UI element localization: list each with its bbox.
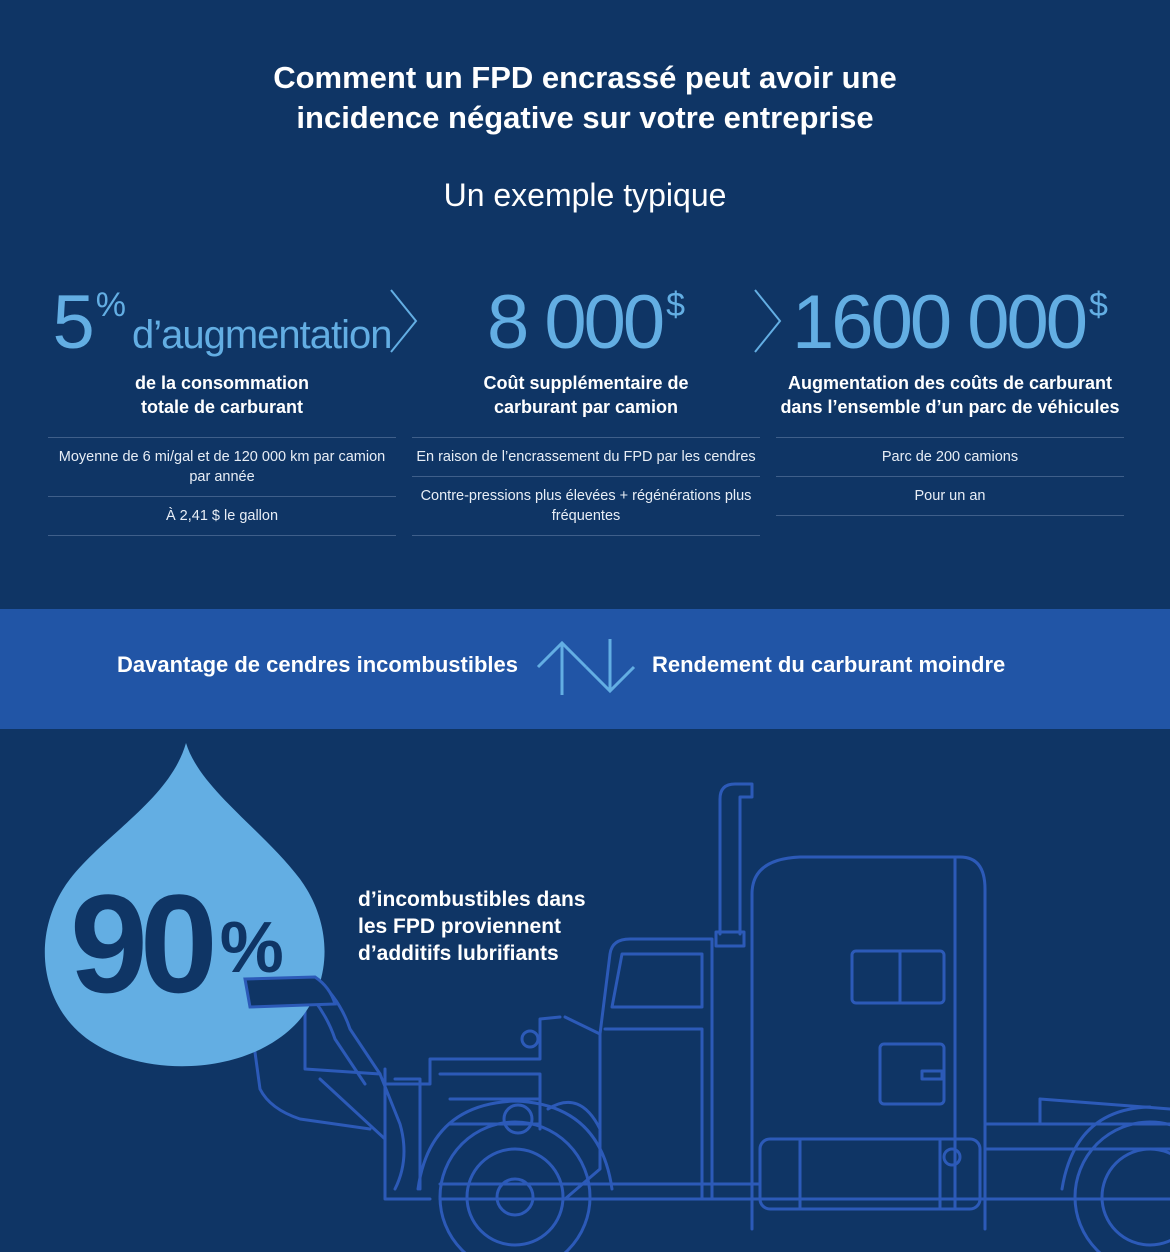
stat-label-line-1: Augmentation des coûts de carburant (787, 373, 1113, 393)
stat-unit: % (95, 286, 126, 324)
title-line-2: incidence négative sur votre entreprise (296, 100, 874, 135)
stat-label (776, 365, 1124, 437)
stat-value: 8 000 (486, 280, 663, 365)
stat-value: 1600 000 (792, 280, 1086, 365)
page-subtitle: Un exemple typique (443, 177, 727, 213)
stat-detail-row: À 2,41 $ le gallon (48, 496, 396, 536)
title-line-1: Comment un FPD encrassé peut avoir une (273, 60, 897, 95)
stat-cost-per-truck (412, 280, 760, 536)
desc-line-1: d’incombustibles dans (358, 888, 586, 911)
stat-detail-row: Contre-pressions plus élevées + régénérations plus fréquentes (412, 476, 760, 536)
stat-unit: $ (666, 286, 686, 324)
stat-fuel-increase (48, 280, 396, 536)
stat-label-line-2: carburant par camion (493, 397, 679, 417)
stat-word: d’augmentation (131, 313, 392, 357)
stat-big-value (48, 280, 396, 365)
stat-big-value (412, 280, 760, 365)
stat-label (48, 365, 396, 437)
stat-label-line-2: dans l’ensemble d’un parc de véhicules (780, 397, 1120, 417)
desc-line-3: d’additifs lubrifiants (358, 942, 559, 965)
stat-label-line-1: de la consommation (134, 373, 310, 393)
band-right-text: Rendement du carburant moindre (652, 652, 1006, 677)
stat-fleet-cost (776, 280, 1124, 516)
percent-description (358, 886, 618, 967)
percent-value (70, 865, 284, 1022)
stat-detail-row: Moyenne de 6 mi/gal et de 120 000 km par camion par année (48, 437, 396, 496)
page-title (0, 58, 1170, 138)
top-section (0, 0, 1170, 609)
stat-unit: $ (1089, 286, 1108, 324)
stat-label-line-1: Coût supplémentaire de (483, 373, 689, 393)
relationship-band (0, 609, 1170, 729)
stat-detail-row: Pour un an (776, 476, 1124, 516)
bottom-section (0, 729, 1170, 1252)
stat-label (412, 365, 760, 437)
percent-unit: % (219, 908, 284, 988)
stat-value: 5 (52, 280, 92, 365)
desc-line-2: les FPD proviennent (358, 915, 562, 938)
percent-number: 90 (70, 865, 210, 1022)
band-left-text: Davantage de cendres incombustibles (116, 652, 518, 677)
stat-detail-row: Parc de 200 camions (776, 437, 1124, 476)
up-down-arrows-icon (534, 635, 640, 701)
stat-detail-row: En raison de l’encrassement du FPD par les cendres (412, 437, 760, 476)
stat-big-value (776, 280, 1124, 365)
stat-label-line-2: totale de carburant (140, 397, 304, 417)
